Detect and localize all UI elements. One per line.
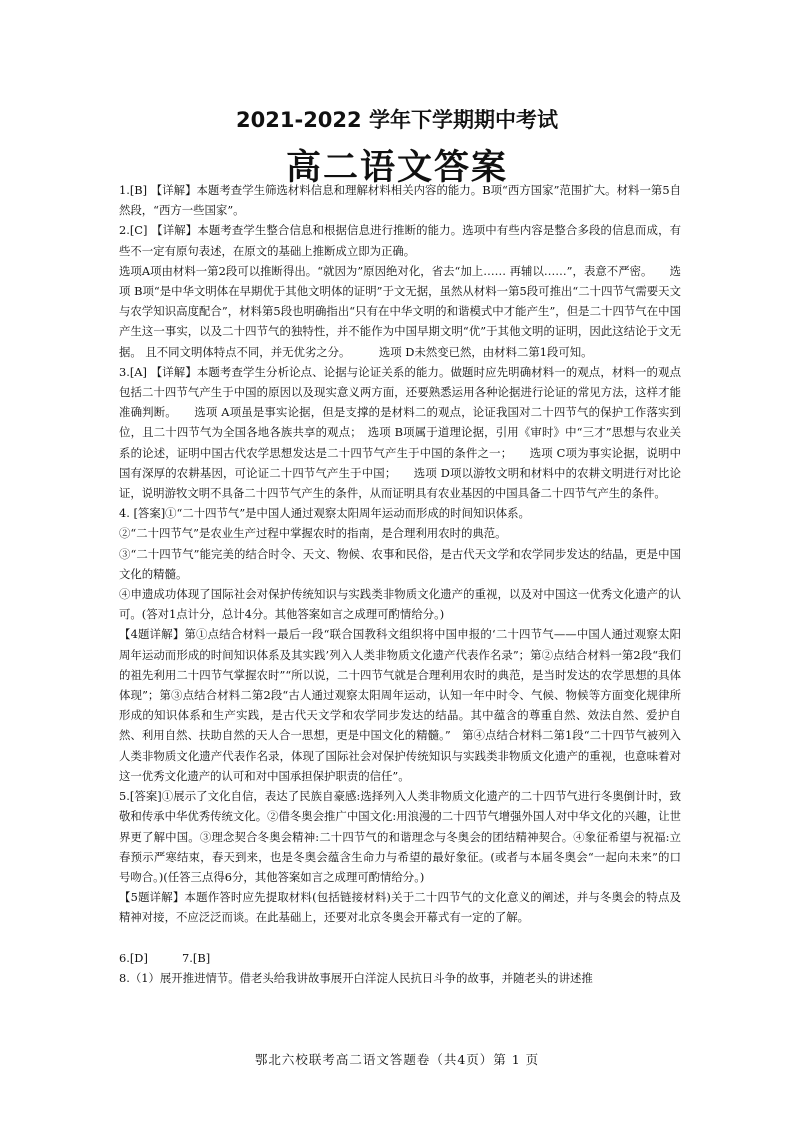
answer-body (119, 180, 681, 988)
answer-6-7: 6.[D] 7.[B] (119, 950, 211, 965)
spacer (119, 928, 681, 948)
answer-5: 5.[答案]①展示了文化自信，表达了民族自豪感:选择列入人类非物质文化遗产的二十四节气进行冬奥倒计时，致敬和传承中华优秀传统文化。②借冬奥会推广中国文化:用浪漫的二十四节气增强外国人对中华文化的兴趣，让世界更了解中国。③理念契合冬奥会精神:二十四节气的和谐理念与冬奥会的团结精神契合。④象征希望与祝福:立春预示严寒结束，春天到来，也是冬奥会蕴含生命力与希望的最好象征。(或者与本届冬奥会“一起向未来”的口号吻合。)(任答三点得6分，其他答案如言之成理可酌情给分。) (119, 789, 681, 884)
answer-2-options: 选项A项由材料一第2段可以推断得出。“就因为”原因绝对化，省去“加上…… 再辅以……”，表意不严密。 选项 B项“是中华文明体在早期优于其他文明体的证明”于文无据，虽然从材料一第5段可推出“二十四节气需要天文与农学知识高度配合”，材料第5段也明确指出“只有在中华文明的和谐模式中才能产生”，但是二十四节气在中国产生这一事实，以及二十四节气的独特性，并不能作为中国早期文明“优”于其他文明的证明，因此这结论于文无据。 且不同文明体特点不同，并无优劣之分。 选项 D未然变已然，由材料二第1段可知。 (119, 263, 681, 359)
answer-4-point-2: ②“二十四节气”是农业生产过程中掌握农时的指南，是合理利用农时的典范。 (119, 526, 507, 541)
answer-2: 2.[C] 【详解】本题考查学生整合信息和根据信息进行推断的能力。选项中有些内容是整合多段的信息而成，有些不一定有原句表述，在原文的基础上推断成立即为正确。 (119, 223, 681, 258)
answer-3: 3.[A] 【详解】本题考查学生分析论点、论据与论证关系的能力。做题时应先明确材料一的观点，材料一的观点包括二十四节气产生于中国的原因以及现实意义两方面，还要熟悉运用各种论据进行论证的常见方法，这样才能准确判断。 选项 A项虽是事实论据，但是支撑的是材料二的观点，论证我国对二十四节气的保护工作落实到位，且二十四节气为全国各地各族共享的观点； 选项 B项属于道理论据，引用《审时》中“三才”思想与农业关系的论述，证明中国古代农学思想发达是二十四节气产生于中国的条件之一； 选项 C项为事实论据，说明中国有深厚的农耕基因，可论证二十四节气产生于中国； 选项 D项以游牧文明和材料中的农耕文明进行对比论证，说明游牧文明不具备二十四节气产生的条件，从而证明具有农业基因的中国具备二十四节气产生的条件。 (119, 364, 681, 501)
answer-4-point-3: ③“二十四节气”能完美的结合时令、天文、物候、农事和民俗，是古代天文学和农学同步发达的结晶，更是中国文化的精髓。 (119, 546, 681, 581)
answer-4-point-4: ④申遗成功体现了国际社会对保护传统知识与实践类非物质文化遗产的重视，以及对中国这一优秀文化遗产的认可。(答对1点计分，总计4分。其他答案如言之成理可酌情给分。) (119, 587, 681, 622)
answer-5-explanation: 【5题详解】本题作答时应先提取材料(包括链接材料)关于二十四节气的文化意义的阐述，并与冬奥会的特点及精神对接，不应泛泛而谈。在此基础上，还要对北京冬奥会开幕式有一定的了解。 (119, 890, 681, 925)
answer-8: 8.（1）展开推进情节。借老头给我讲故事展开白洋淀人民抗日斗争的故事，并随老头的讲述推 (119, 970, 593, 985)
answer-4-point-1: 4. [答案]①“二十四节气”是中国人通过观察太阳周年运动而形成的时间知识体系。 (119, 506, 530, 521)
answer-4-explanation: 【4题详解】第①点结合材料一最后一段“联合国教科文组织将中国申报的‘二十四节气——中国人通过观察太阳周年运动而形成的时间知识体系及其实践’列入人类非物质文化遗产代表作名录”；第②点结合材料一第2段“我们的祖先利用二十四节气掌握农时”“所以说，二十四节气就是合理利用农时的典范，是当时发达的农学思想的具体体现”；第③点结合材料二第2段“古人通过观察太阳周年运动，认知一年中时令、气候、物候等方面变化规律所形成的知识体系和生产实践，是古代天文学和农学同步发达的结晶。其中蕴含的尊重自然、效法自然、爱护自然、利用自然、扶助自然的天人合一思想，更是中国文化的精髓。” 第④点结合材料二第1段“二十四节气被列入人类非物质文化遗产代表作名录，体现了国际社会对保护传统知识与实践类非物质文化遗产的重视，也意味着对这一优秀文化遗产的认可和对中国承担保护职责的信任”。 (119, 627, 681, 783)
answer-title: 高二语文答案 (285, 148, 508, 188)
exam-title: 2021-2022 学年下学期期中考试 (236, 108, 558, 132)
page-footer: 鄂北六校联考高二语文答题卷（共4页）第 1 页 (254, 1052, 540, 1067)
answer-1: 1.[B] 【详解】本题考查学生筛选材料信息和理解材料相关内容的能力。B项“西方国家”范围扩大。材料一第5自然段，“西方一些国家”。 (119, 183, 681, 218)
